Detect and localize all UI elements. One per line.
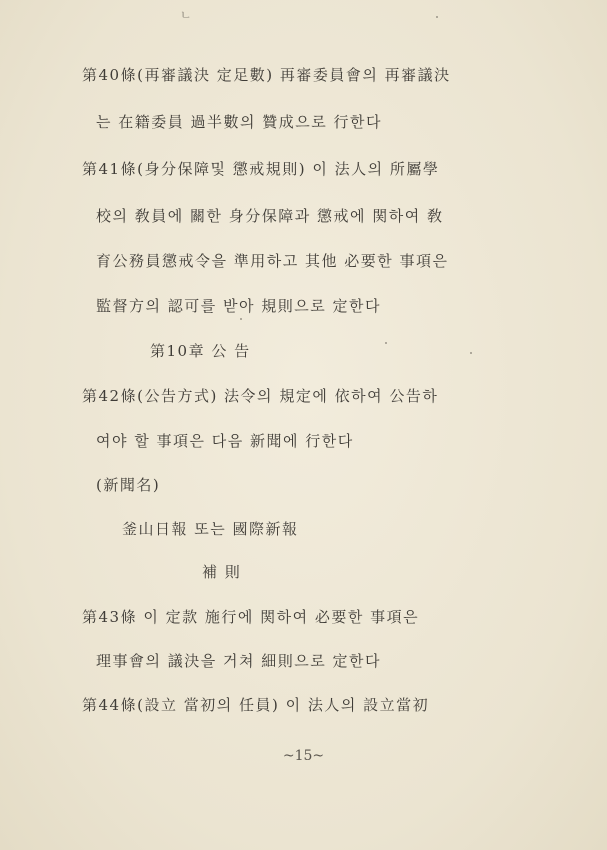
article-43-heading: 第43條 이 定款 施行에 関하여 必要한 事項은 xyxy=(82,608,420,626)
top-margin-mark: ㄴ xyxy=(180,8,192,22)
page-number: ~15~ xyxy=(282,748,325,764)
paper-speck xyxy=(240,318,242,320)
paper-speck xyxy=(470,352,472,354)
paper-speck xyxy=(385,342,387,344)
paper-speck xyxy=(436,16,438,18)
newspaper-name-label: (新聞名) xyxy=(96,476,161,494)
article-42-heading: 第42條(公告方式) 法令의 規定에 依하여 公告하 xyxy=(82,387,439,405)
article-40-continued: 는 在籍委員 過半數의 贊成으로 行한다 xyxy=(96,113,383,131)
article-41-heading: 第41條(身分保障및 懲戒規則) 이 法人의 所屬學 xyxy=(82,160,440,178)
newspaper-names: 釜山日報 또는 國際新報 xyxy=(122,520,299,538)
article-41-line-3: 育公務員懲戒令을 準用하고 其他 必要한 事項은 xyxy=(96,252,449,270)
chapter-10-heading: 第10章 公 告 xyxy=(150,342,251,360)
article-40-heading: 第40條(再審議決 定足數) 再審委員會의 再審議決 xyxy=(82,66,451,84)
article-43-line-2: 理事會의 議決을 거쳐 細則으로 定한다 xyxy=(96,652,381,670)
article-41-line-2: 校의 敎員에 關한 身分保障과 懲戒에 関하여 敎 xyxy=(96,207,444,225)
article-41-line-4: 監督方의 認可를 받아 規則으로 定한다 xyxy=(96,297,381,315)
supplementary-rules-heading: 補 則 xyxy=(202,563,242,581)
article-44-heading: 第44條(設立 當初의 任員) 이 法人의 設立當初 xyxy=(82,696,430,714)
article-42-line-2: 여야 할 事項은 다음 新聞에 行한다 xyxy=(96,432,354,450)
